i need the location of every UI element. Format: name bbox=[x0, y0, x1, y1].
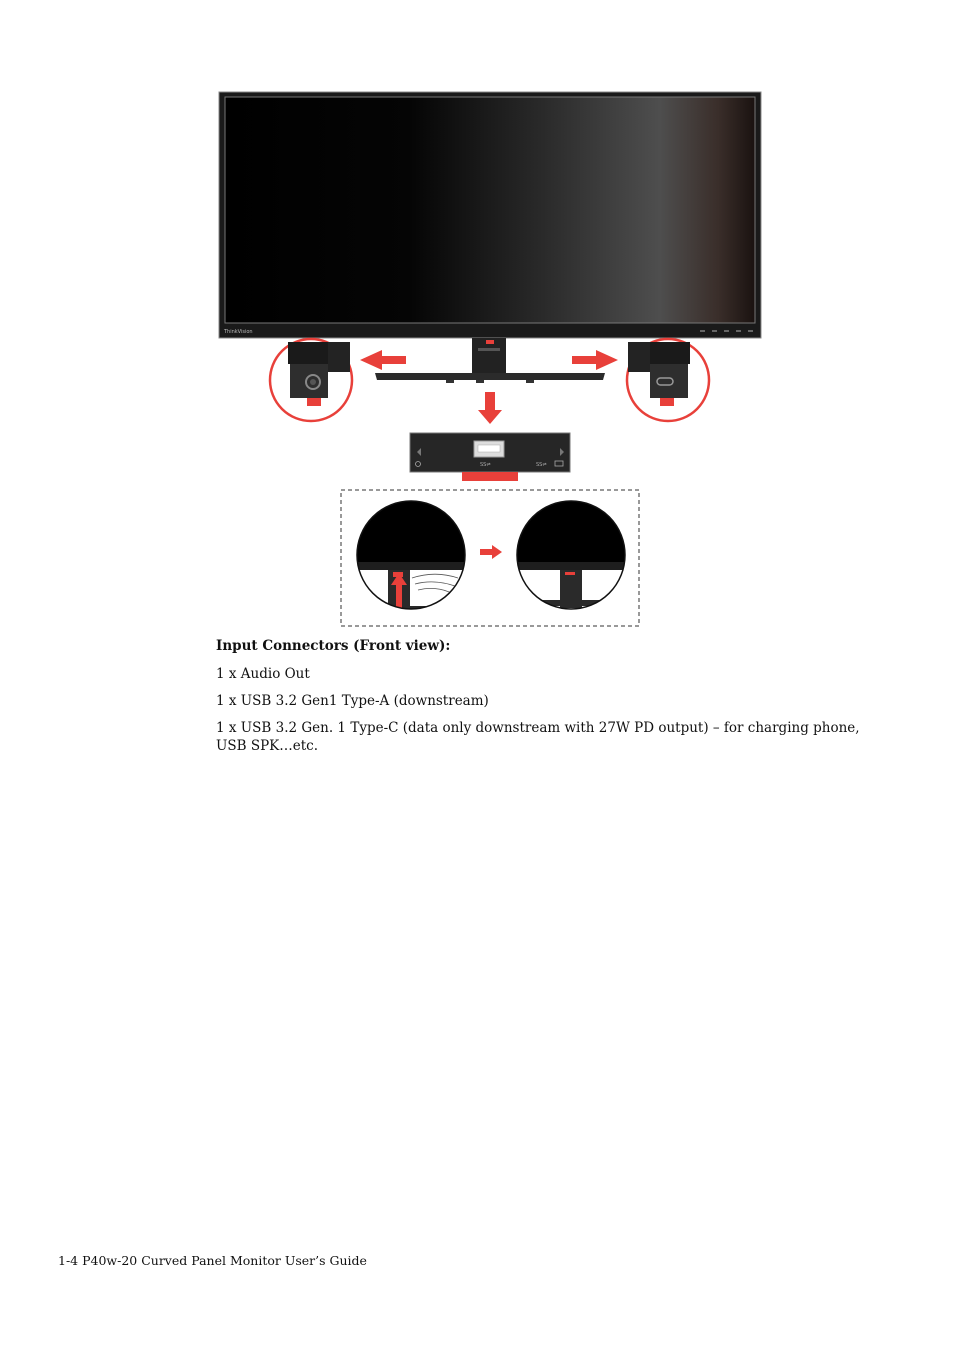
illustration-svg bbox=[210, 86, 766, 628]
connector-item: 1 x Audio Out bbox=[216, 666, 310, 682]
connector-item: 1 x USB 3.2 Gen. 1 Type-C (data only downstream with 27W PD output) – for charging phone, USB SPK…etc. bbox=[216, 720, 860, 754]
stand-foot-right bbox=[526, 380, 534, 383]
arrow-right-icon bbox=[572, 350, 618, 370]
page-footer: 1-4 P40w-20 Curved Panel Monitor User’s Guide bbox=[58, 1253, 367, 1268]
detail-circle-attached bbox=[510, 496, 640, 609]
input-connectors-section bbox=[216, 638, 866, 764]
connector-item: 1 x USB 3.2 Gen1 Type-A (downstream) bbox=[216, 693, 489, 709]
arrow-right-small-icon bbox=[480, 545, 502, 559]
monitor-logo: ThinkVision bbox=[224, 329, 253, 335]
ss-usb-label-right-icon: SS⇌ bbox=[536, 462, 547, 468]
stand-base bbox=[375, 373, 605, 380]
stand-neck-indicator bbox=[486, 340, 494, 344]
section-heading: Input Connectors (Front view): bbox=[216, 638, 451, 654]
stand-neck-collar bbox=[478, 348, 500, 351]
stand-foot-left bbox=[446, 380, 454, 383]
connector-hub bbox=[410, 433, 570, 481]
arrow-down-icon bbox=[478, 392, 502, 424]
monitor-connector-illustration bbox=[210, 86, 766, 628]
arrow-left-icon bbox=[360, 350, 406, 370]
stand-foot-mid bbox=[476, 380, 484, 383]
monitor-screen bbox=[225, 97, 755, 323]
detail-circle-release bbox=[350, 496, 480, 611]
ss-usb-label-icon: SS⇌ bbox=[480, 462, 491, 468]
